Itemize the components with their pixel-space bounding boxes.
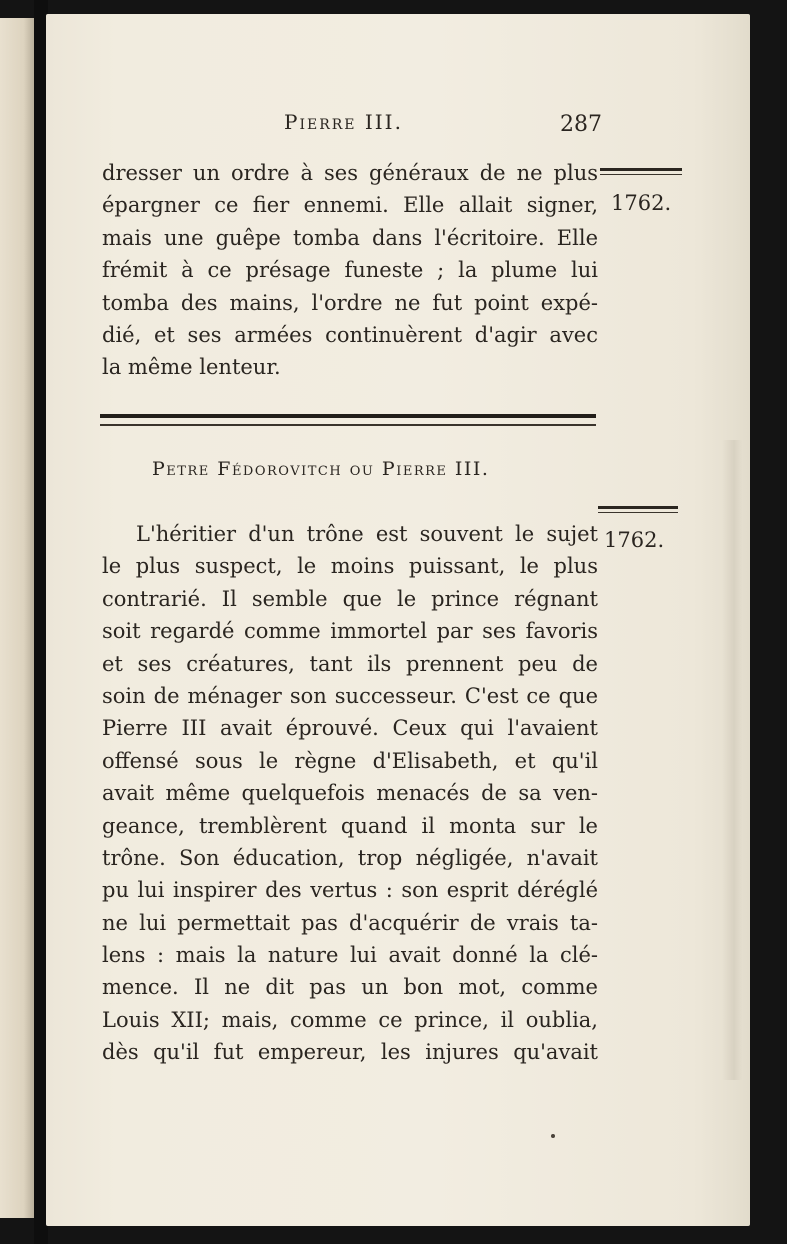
paragraph-1 bbox=[102, 157, 598, 384]
margin-rule-top bbox=[600, 168, 682, 175]
text-line: dié, et ses armées continuèrent d'agir avec bbox=[102, 322, 598, 347]
text-line: le plus suspect, le moins puissant, le plus bbox=[102, 554, 598, 579]
text-line: lens : mais la nature lui avait donné la clé- bbox=[102, 943, 598, 968]
page-number: 287 bbox=[560, 112, 602, 137]
text-line: mais une guêpe tomba dans l'écritoire. Elle bbox=[102, 225, 598, 250]
text-line: avait même quelquefois menacés de sa ven- bbox=[102, 781, 598, 806]
section-divider-rule bbox=[100, 414, 596, 426]
text-line: offensé sous le règne d'Elisabeth, et qu'il bbox=[102, 748, 598, 773]
section-heading: Petre Fédorovitch ou Pierre III. bbox=[152, 458, 490, 480]
page-fold-shadow bbox=[722, 440, 742, 1080]
text-line: mence. Il ne dit pas un bon mot, comme bbox=[102, 975, 598, 1000]
paper-speck bbox=[551, 1134, 555, 1138]
text-line: L'héritier d'un trône est souvent le sujet bbox=[136, 522, 598, 546]
running-title: Pierre III. bbox=[284, 110, 403, 134]
text-line: soin de ménager son successeur. C'est ce que bbox=[102, 683, 598, 708]
text-line: Louis XII; mais, comme ce prince, il oublia, bbox=[102, 1007, 598, 1032]
text-line: dresser un ordre à ses généraux de ne plus bbox=[102, 161, 598, 185]
text-line: contrarié. Il semble que le prince régnant bbox=[102, 586, 598, 611]
text-line: épargner ce fier ennemi. Elle allait signer, bbox=[102, 193, 598, 218]
text-line: ne lui permettait pas d'acquérir de vrais ta- bbox=[102, 910, 598, 935]
text-line: geance, tremblèrent quand il monta sur le bbox=[102, 813, 598, 838]
page-header bbox=[100, 110, 600, 138]
previous-page-edge bbox=[0, 18, 34, 1218]
margin-date-2: 1762. bbox=[604, 528, 665, 552]
text-line: dès qu'il fut empereur, les injures qu'avait bbox=[102, 1040, 598, 1065]
text-line: et ses créatures, tant ils prennent peu de bbox=[102, 651, 598, 676]
paragraph-2 bbox=[102, 518, 598, 1069]
text-line: soit regardé comme immortel par ses favoris bbox=[102, 619, 598, 644]
margin-rule-middle bbox=[598, 506, 678, 513]
text-line: frémit à ce présage funeste ; la plume lui bbox=[102, 258, 598, 283]
text-line: la même lenteur. bbox=[102, 355, 281, 380]
text-line: tomba des mains, l'ordre ne fut point expé- bbox=[102, 290, 598, 315]
text-line: pu lui inspirer des vertus : son esprit déréglé bbox=[102, 878, 598, 903]
margin-date-1: 1762. bbox=[611, 191, 672, 215]
text-line: trône. Son éducation, trop négligée, n'avait bbox=[102, 845, 598, 870]
text-line: Pierre III avait éprouvé. Ceux qui l'avaient bbox=[102, 716, 598, 741]
